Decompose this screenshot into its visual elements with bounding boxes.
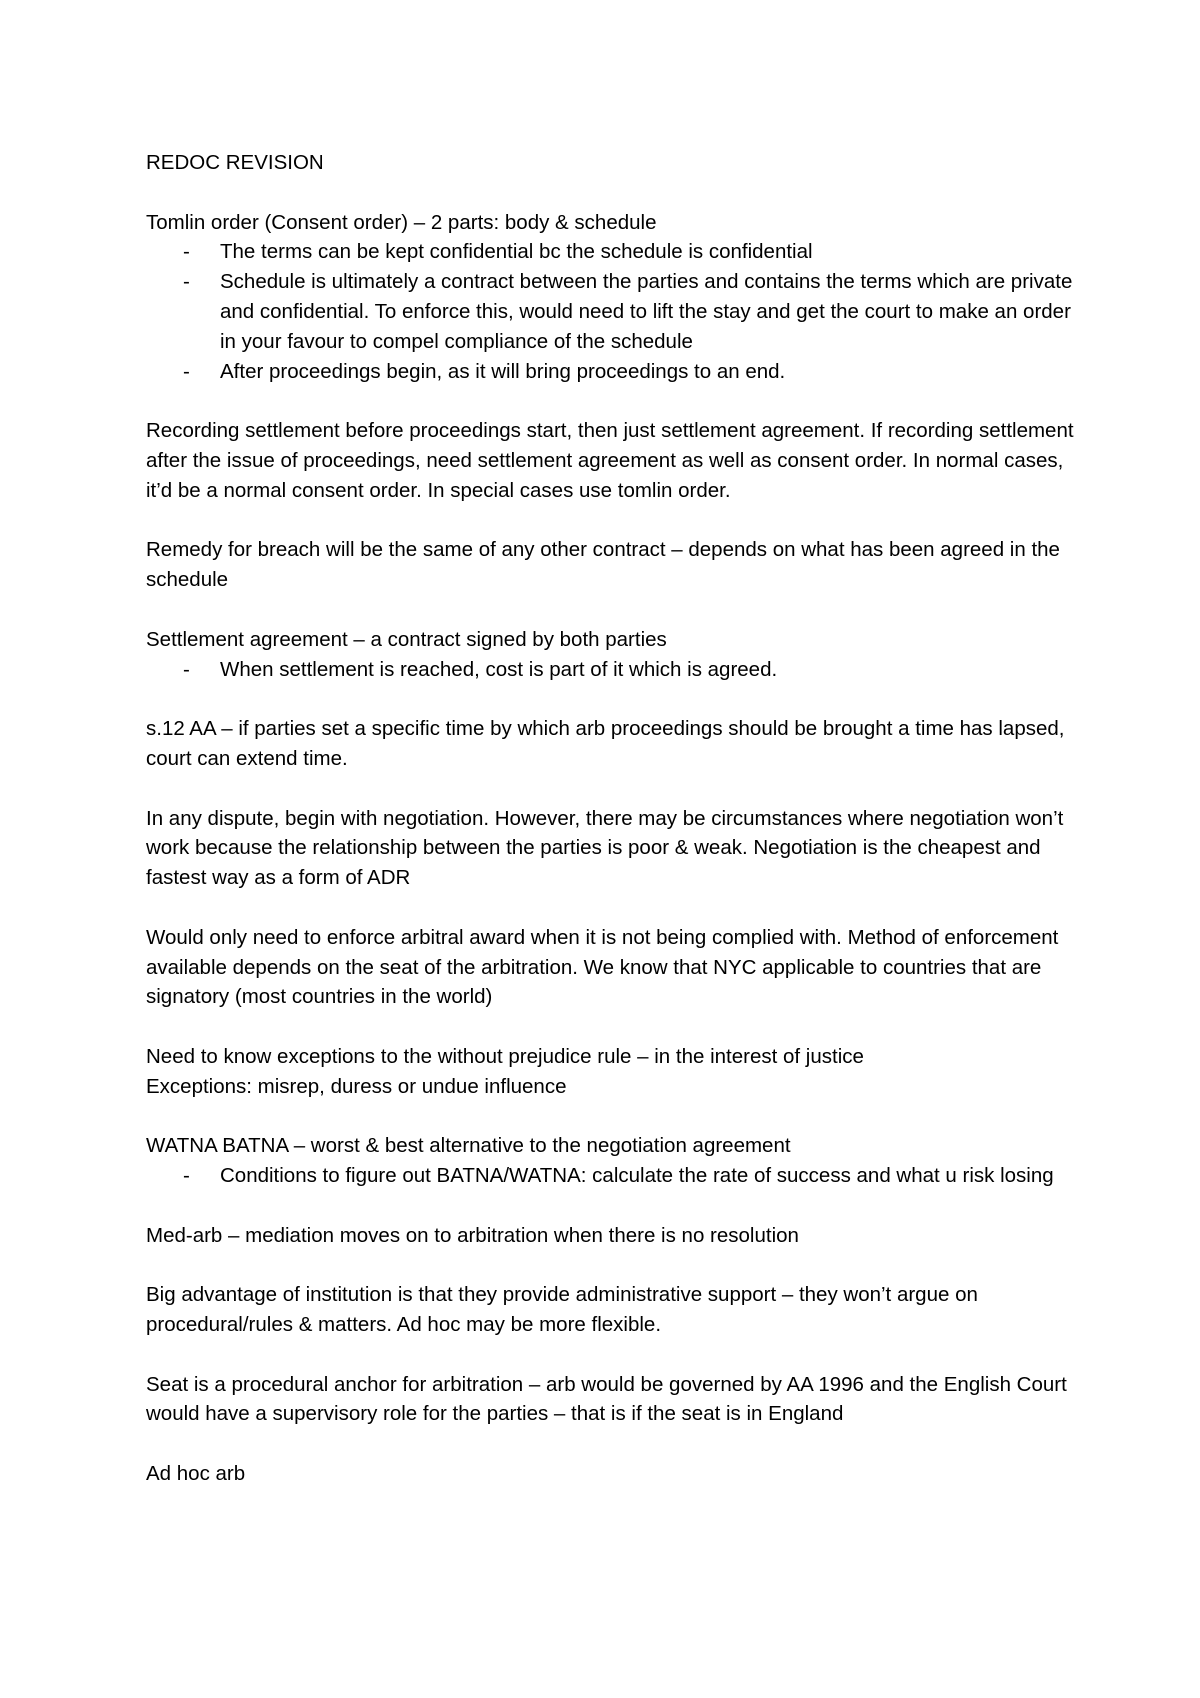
tomlin-heading: Tomlin order (Consent order) – 2 parts: body & schedule bbox=[146, 210, 657, 234]
bullet-dash: - bbox=[183, 1164, 190, 1188]
exceptions-line: Exceptions: misrep, duress or undue influence bbox=[146, 1074, 567, 1098]
list-item bbox=[146, 655, 1076, 685]
seat-paragraph: Seat is a procedural anchor for arbitration – arb would be governed by AA 1996 and the English Court would have a supervisory role for the parties – that is if the seat is in England bbox=[146, 1372, 1067, 1426]
institution-paragraph: Big advantage of institution is that they provide administrative support – they won’t argue on procedural/rules & matters. Ad hoc may be more flexible. bbox=[146, 1283, 978, 1337]
bullet-text: The terms can be kept confidential bc the schedule is confidential bbox=[220, 240, 813, 264]
list-item bbox=[146, 237, 1076, 267]
bullet-text: Schedule is ultimately a contract between the parties and contains the terms which are private and confidential. To enforce this, would need to lift the stay and get the court to make an order in your favour to compel compliance of the schedule bbox=[220, 270, 1073, 353]
enforce-award-paragraph: Would only need to enforce arbitral award when it is not being complied with. Method of enforcement available depends on the seat of the arbitration. We know that NYC applicable to countries that are signatory (most countries in the world) bbox=[146, 925, 1059, 1009]
bullet-text: When settlement is reached, cost is part of it which is agreed. bbox=[220, 657, 778, 681]
watna-batna-heading: WATNA BATNA – worst & best alternative to the negotiation agreement bbox=[146, 1134, 791, 1158]
document-body bbox=[146, 148, 1076, 1519]
settlement-agreement-heading: Settlement agreement – a contract signed by both parties bbox=[146, 627, 667, 651]
negotiation-paragraph: In any dispute, begin with negotiation. However, there may be circumstances where negotiation won’t work because the relationship between the parties is poor & weak. Negotiation is the cheapest and fastest way as a form of ADR bbox=[146, 806, 1064, 890]
ad-hoc-paragraph: Ad hoc arb bbox=[146, 1462, 246, 1486]
without-prejudice-paragraph bbox=[146, 1042, 1076, 1102]
bullet-dash: - bbox=[183, 240, 190, 264]
bullet-dash: - bbox=[183, 270, 190, 294]
list-item bbox=[146, 357, 1076, 387]
med-arb-paragraph: Med-arb – mediation moves on to arbitration when there is no resolution bbox=[146, 1223, 799, 1247]
bullet-dash: - bbox=[183, 359, 190, 383]
s12-paragraph: s.12 AA – if parties set a specific time by which arb proceedings should be brought a time has lapsed, court can extend time. bbox=[146, 717, 1065, 770]
remedy-paragraph: Remedy for breach will be the same of any other contract – depends on what has been agreed in the schedule bbox=[146, 538, 1060, 592]
list-item bbox=[146, 1161, 1076, 1191]
tomlin-bullet-list bbox=[146, 237, 1076, 386]
without-prejudice-line: Need to know exceptions to the without prejudice rule – in the interest of justice bbox=[146, 1044, 864, 1068]
bullet-dash: - bbox=[183, 657, 190, 681]
settlement-bullet-list bbox=[146, 655, 1076, 685]
watna-batna-bullet-list bbox=[146, 1161, 1076, 1191]
bullet-text: After proceedings begin, as it will bring proceedings to an end. bbox=[220, 359, 786, 383]
recording-settlement-paragraph: Recording settlement before proceedings start, then just settlement agreement. If recording settlement after the issue of proceedings, need settlement agreement as well as consent order. In normal cases, it’d be a normal consent order. In special cases use tomlin order. bbox=[146, 419, 1074, 502]
document-title: REDOC REVISION bbox=[146, 151, 324, 174]
list-item bbox=[146, 267, 1076, 356]
bullet-text: Conditions to figure out BATNA/WATNA: calculate the rate of success and what u risk losing bbox=[220, 1164, 1054, 1188]
